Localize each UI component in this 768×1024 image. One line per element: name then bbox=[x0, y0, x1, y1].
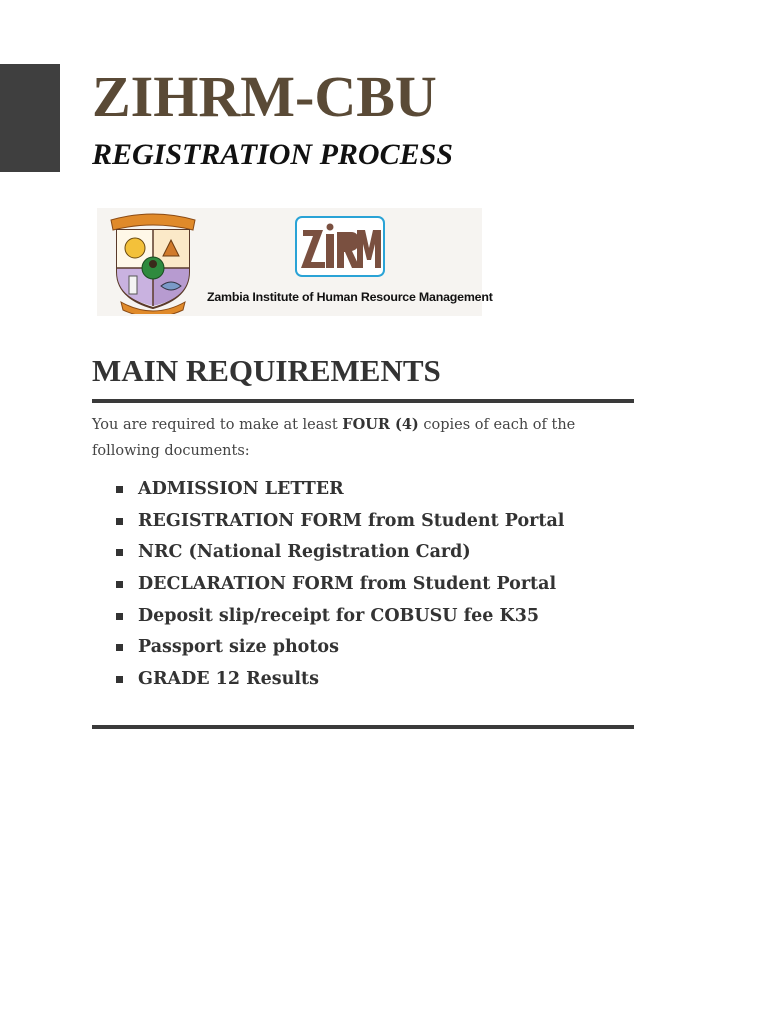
list-item bbox=[116, 601, 564, 633]
list-item bbox=[116, 569, 564, 601]
list-item-text: DECLARATION FORM from Student Portal bbox=[138, 574, 557, 595]
bullet-icon bbox=[116, 613, 123, 620]
bullet-icon bbox=[116, 581, 123, 588]
bullet-icon bbox=[116, 518, 123, 525]
list-item-text: Deposit slip/receipt for COBUSU fee K35 bbox=[138, 605, 540, 626]
intro-text-start: You are required to make at least bbox=[92, 417, 343, 433]
logo-banner bbox=[97, 208, 493, 316]
intro-emphasis: FOUR (4) bbox=[342, 416, 419, 433]
list-item-text: Passport size photos bbox=[138, 637, 339, 658]
list-item bbox=[116, 537, 564, 569]
bullet-icon bbox=[116, 644, 123, 651]
intro-text-end: copies of each of the following documents: bbox=[92, 417, 576, 459]
list-item-text: GRADE 12 Results bbox=[138, 669, 319, 690]
cbu-crest-icon bbox=[105, 210, 201, 314]
page-subtitle: REGISTRATION PROCESS bbox=[92, 138, 453, 171]
section-divider-bottom bbox=[92, 725, 634, 729]
requirements-heading: MAIN REQUIREMENTS bbox=[92, 353, 441, 388]
list-item-text: REGISTRATION FORM from Student Portal bbox=[138, 510, 565, 531]
list-item-text: ADMISSION LETTER bbox=[138, 479, 344, 499]
list-item bbox=[116, 664, 564, 696]
zihrm-full-name: Zambia Institute of Human Resource Management bbox=[207, 290, 493, 304]
requirements-list bbox=[116, 474, 564, 696]
bullet-icon bbox=[116, 549, 123, 556]
zihrm-logo-icon bbox=[295, 216, 385, 277]
bullet-icon bbox=[116, 676, 123, 683]
requirements-intro bbox=[92, 412, 632, 464]
decorative-side-bar bbox=[0, 64, 60, 172]
list-item bbox=[116, 506, 564, 538]
list-item bbox=[116, 474, 564, 506]
section-divider-top bbox=[92, 399, 634, 403]
page-title: ZIHRM-CBU bbox=[92, 64, 437, 129]
list-item-text: NRC (National Registration Card) bbox=[138, 542, 471, 563]
list-item bbox=[116, 632, 564, 664]
bullet-icon bbox=[116, 486, 123, 493]
